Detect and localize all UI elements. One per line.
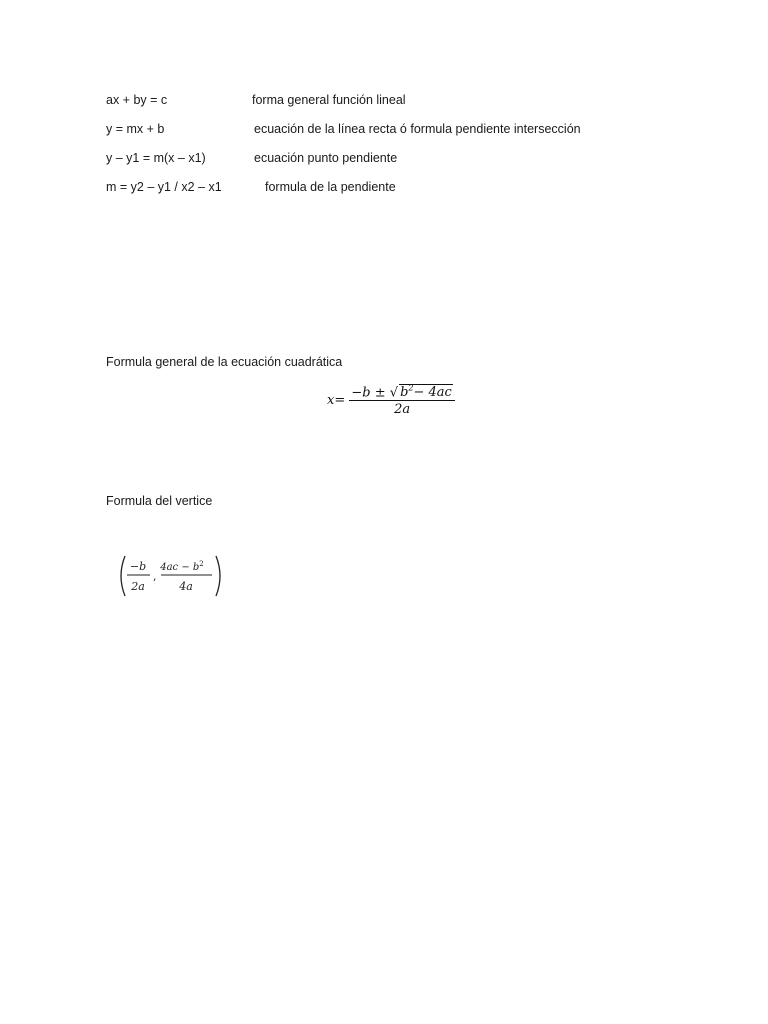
vertex-formula — [116, 552, 226, 600]
vertex-x-numerator: −b — [129, 560, 147, 573]
vertex-y-denominator: 4a — [179, 580, 193, 593]
quadratic-fraction — [349, 384, 454, 417]
quadratic-heading: Formula general de la ecuación cuadrática — [106, 355, 343, 369]
quadratic-num-prefix: −b ± — [351, 385, 390, 401]
square-root: √ $b^2- 4ac$ — [389, 384, 452, 401]
quadratic-denominator: 2a — [394, 402, 411, 418]
vertex-formula-svg — [116, 552, 226, 600]
formula-description-4: formula de la pendiente — [265, 180, 396, 194]
formula-equation-1: ax + by = c — [106, 93, 168, 107]
vertex-y-numerator-exponent: 2 — [199, 560, 204, 568]
formula-equation-3: y – y1 = m(x – x1) — [106, 151, 206, 165]
radicand-exponent: 2 — [408, 384, 414, 393]
right-paren — [216, 556, 220, 596]
formula-description-1: forma general función lineal — [252, 93, 406, 107]
vertex-y-numerator-main: 4ac − b — [160, 562, 200, 573]
radicand — [399, 384, 453, 400]
formula-description-3: ecuación punto pendiente — [254, 151, 398, 165]
quadratic-numerator — [349, 384, 454, 401]
radicand-base: b — [400, 385, 409, 401]
vertex-separator: , — [153, 570, 157, 583]
formula-description-2: ecuación de la línea recta ó formula pendiente intersección — [254, 122, 581, 136]
vertex-x-denominator: 2a — [131, 580, 145, 593]
vertex-y-numerator — [159, 560, 204, 573]
formula-equation-4: m = y2 – y1 / x2 – x1 — [106, 180, 222, 194]
vertex-heading: Formula del vertice — [106, 494, 213, 508]
quadratic-formula — [327, 384, 455, 417]
quadratic-equals: = — [334, 393, 346, 409]
radicand-rest: − 4ac — [413, 385, 452, 401]
quadratic-lhs: x — [327, 393, 335, 409]
left-paren — [121, 556, 125, 596]
formula-equation-2: y = mx + b — [106, 122, 165, 136]
